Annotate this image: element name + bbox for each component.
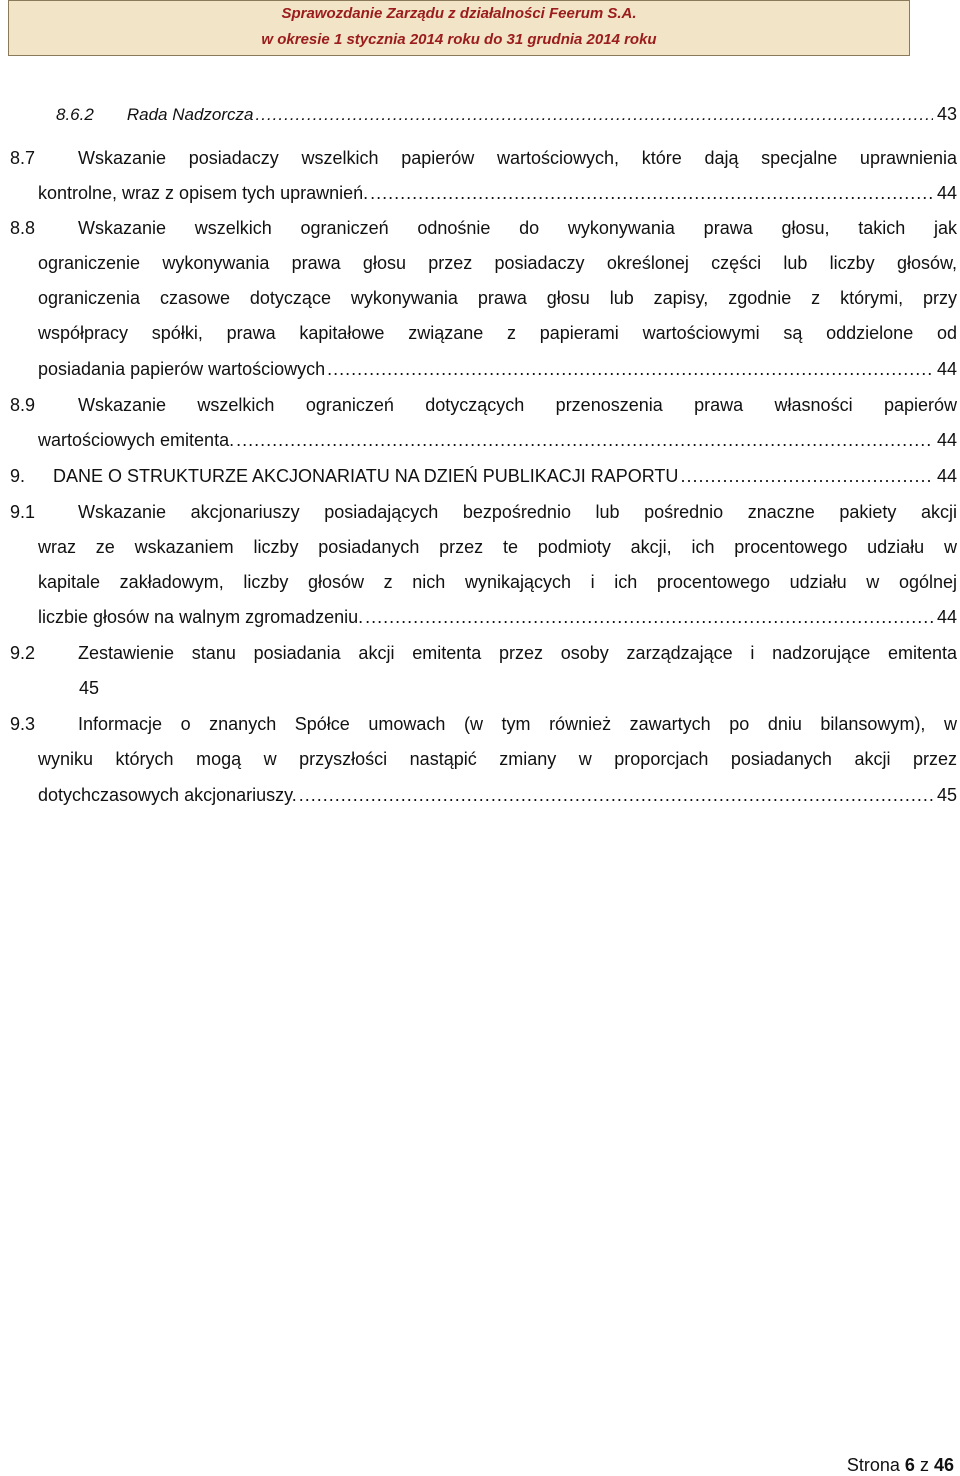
toc-entry-9-3[interactable]: 9.3 Informacje o znanych Spółce umowach (w tym również zawartych po dniu bilansowym), w — [10, 714, 957, 734]
toc-entry-9-2[interactable]: 9.2 Zestawienie stanu posiadania akcji emitenta przez osoby zarządzające i nadzorujące emitenta — [10, 643, 957, 663]
toc-entry-8-8-cont[interactable]: posiadania papierów wartościowych ..... 44 — [38, 352, 957, 387]
toc-entry-9-1-cont: wraz ze wskazaniem liczby posiadanych przez te podmioty akcji, ich procentowego udziału w — [38, 537, 957, 557]
toc-entry-9-1-cont[interactable]: liczbie głosów na walnym zgromadzeniu. ..... 44 — [38, 600, 957, 635]
toc-entry-8-9[interactable]: 8.9 Wskazanie wszelkich ograniczeń dotyczących przenoszenia prawa własności papierów — [10, 395, 957, 415]
toc-page-number: 45 — [936, 785, 957, 805]
toc-entry-8-7[interactable]: 8.7 Wskazanie posiadaczy wszelkich papierów wartościowych, które dają specjalne uprawnienia — [10, 148, 957, 168]
toc-entry-8-6-2[interactable]: 8.6.2 Rada Nadzorcza ..... 43 — [56, 97, 957, 132]
toc-entry-8-9-cont[interactable]: wartościowych emitenta. ..... 44 — [38, 423, 957, 458]
leader-dots — [327, 352, 933, 387]
toc-page-number: 44 — [936, 430, 957, 450]
toc-entry-9-1[interactable]: 9.1 Wskazanie akcjonariuszy posiadających bezpośrednio lub pośrednio znaczne pakiety akcji — [10, 502, 957, 522]
page-footer: Strona 6 z 46 — [846, 1455, 954, 1475]
toc-page-number: 44 — [936, 607, 957, 627]
current-page-number: 6 — [904, 1455, 915, 1475]
leader-dots — [256, 97, 933, 132]
toc-entry-title: DANE O STRUKTURZE AKCJONARIATU NA DZIEŃ PUBLIKACJI RAPORTU — [53, 466, 679, 486]
toc-entry-8-7-cont[interactable]: kontrolne, wraz z opisem tych uprawnień. ..... 44 — [38, 176, 957, 211]
toc-entry-9-2-cont[interactable] — [79, 671, 957, 706]
leader-dots — [299, 778, 933, 813]
toc-entry-title: Rada Nadzorcza — [126, 105, 254, 124]
total-page-count: 46 — [933, 1455, 954, 1475]
header-period: w okresie 1 stycznia 2014 roku do 31 grudnia 2014 roku — [261, 31, 657, 48]
toc-page-number: 43 — [936, 104, 957, 124]
leader-dots — [365, 600, 933, 635]
toc-page-number: 45 — [79, 678, 100, 698]
report-header — [8, 0, 910, 56]
toc-entry-9-3-cont: wyniku których mogą w przyszłości nastąpić zmiany w proporcjach posiadanych akcji przez — [38, 749, 957, 769]
toc-entry-8-8-cont: ograniczenia czasowe dotyczące wykonywania prawa głosu lub zapisy, zgodnie z którymi, przy — [38, 288, 957, 308]
toc-entry-9-3-cont[interactable]: dotychczasowych akcjonariuszy. ..... 45 — [38, 778, 957, 813]
toc-entry-8-8-cont: współpracy spółki, prawa kapitałowe związane z papierami wartościowymi są oddzielone od — [38, 323, 957, 343]
toc-page-number: 44 — [936, 466, 957, 486]
toc-entry-8-8[interactable]: 8.8 Wskazanie wszelkich ograniczeń odnośnie do wykonywania prawa głosu, takich jak — [10, 218, 957, 238]
toc-entry-9[interactable]: 9. DANE O STRUKTURZE AKCJONARIATU NA DZIEŃ PUBLIKACJI RAPORTU ..... 44 — [10, 459, 957, 494]
header-title: Sprawozdanie Zarządu z działalności Feerum S.A. — [281, 5, 637, 22]
toc-page-number: 44 — [936, 359, 957, 379]
toc-entry-8-8-cont: ograniczenie wykonywania prawa głosu przez posiadaczy określonej części lub liczby głosów, — [38, 253, 957, 273]
leader-dots — [236, 423, 933, 458]
leader-dots — [680, 459, 933, 494]
leader-dots — [370, 176, 933, 211]
toc-page-number: 44 — [936, 183, 957, 203]
toc-entry-9-1-cont: kapitale zakładowym, liczby głosów z nich wynikających i ich procentowego udziału w ogólnej — [38, 572, 957, 592]
